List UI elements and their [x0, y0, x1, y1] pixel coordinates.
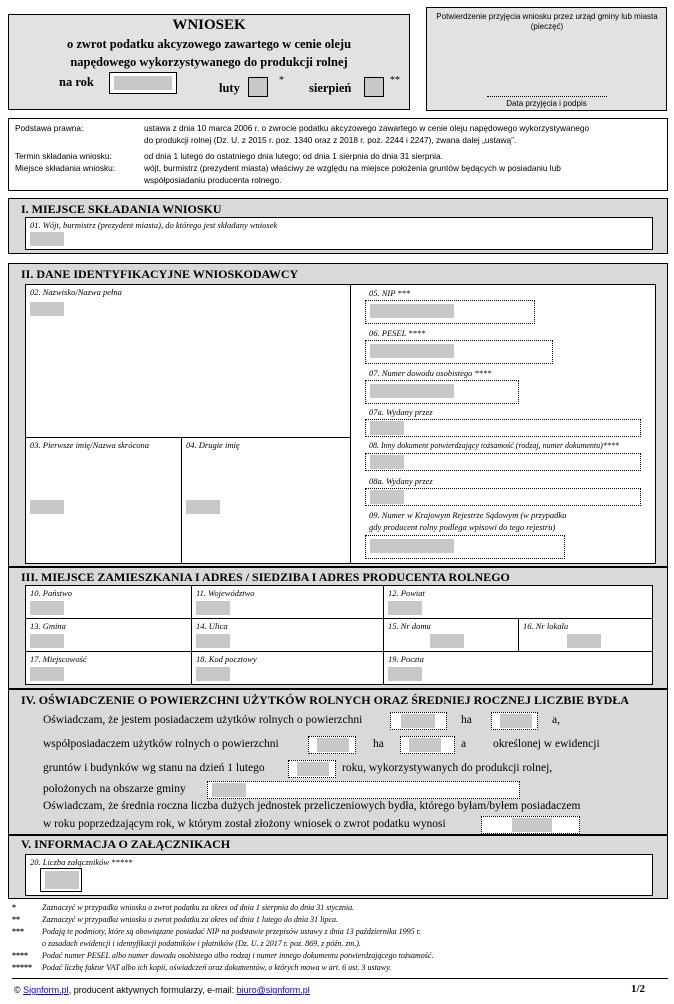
section-2-title: II. DANE IDENTYFIKACYJNE WNIOSKODAWCY: [21, 267, 299, 281]
footnote-3-cont: [12, 939, 361, 948]
footnote-text: Podać numer PESEL albo numer dowodu osobistego albo rodzaj i numer innego dokumentu potwierdzającego tożsamość.: [42, 951, 434, 960]
coowned-area-ha-input[interactable]: [308, 736, 356, 754]
field-13-label: 13. Gmina: [30, 621, 66, 631]
field-13[interactable]: [25, 618, 192, 652]
coowned-area-a-input[interactable]: [400, 736, 455, 754]
field-17[interactable]: [25, 651, 192, 685]
field-08-input[interactable]: [365, 453, 641, 471]
field-15[interactable]: [383, 618, 519, 652]
year-input[interactable]: [109, 72, 177, 94]
field-02-value[interactable]: [30, 302, 64, 316]
basis-label: Podstawa prawna:: [15, 123, 84, 133]
page-number: 1/2: [631, 983, 646, 995]
field-04-value[interactable]: [186, 500, 220, 514]
field-05-input[interactable]: [365, 300, 535, 324]
field-17-value[interactable]: [30, 667, 64, 681]
stamp-signature-line: [487, 96, 607, 97]
field-09-label-2: gdy producent rolny podlega wpisowi do tego rejestru): [369, 522, 556, 532]
field-08a-input[interactable]: [365, 488, 641, 506]
form-title: WNIOSEK: [172, 17, 246, 33]
form-subtitle-2: napędowego wykorzystywanego do produkcji rolnej: [70, 55, 348, 69]
footnote-mark: *: [12, 903, 16, 912]
attachments-count-input[interactable]: [40, 868, 82, 892]
section-1: [8, 198, 668, 254]
unit-a-1: a,: [552, 714, 560, 726]
legal-info-box: [8, 118, 668, 191]
field-18-label: 18. Kod pocztowy: [196, 654, 257, 664]
form-subtitle-1: o zwrot podatku akcyzowego zawartego w cenie oleju: [66, 37, 352, 51]
field-19-value[interactable]: [388, 667, 422, 681]
place-text-1: wójt, burmistrz (prezydent miasta) właściwy ze względu na miejsce położenia gruntów będących w posiadaniu lub: [144, 163, 561, 173]
field-06-label: 06. PESEL ****: [369, 328, 426, 338]
field-09-input[interactable]: [365, 535, 565, 559]
field-08-label: 08. Inny dokument potwierdzający tożsamość (rodzaj, numer dokumentu)****: [369, 441, 619, 450]
deadline-label: Termin składania wniosku:: [15, 151, 112, 161]
statement-6: w roku poprzedzającym rok, w którym został złożony wniosek o zwrot podatku wynosi: [43, 818, 446, 830]
footnote-3: [12, 927, 421, 936]
field-07-label: 07. Numer dowodu osobistego ****: [369, 368, 492, 378]
field-12-label: 12. Powiat: [388, 588, 425, 598]
statement-2: współposiadaczem użytków rolnych o powierzchni: [43, 738, 279, 750]
field-15-label: 15. Nr domu: [388, 621, 431, 631]
field-18[interactable]: [191, 651, 384, 685]
section-4-title: IV. OŚWIADCZENIE O POWIERZCHNI UŻYTKÓW ROLNYCH ORAZ ŚREDNIEJ ROCZNEJ LICZBIE BYDŁA: [21, 693, 630, 707]
field-03-label: 03. Pierwsze imię/Nazwa skrócona: [30, 440, 149, 450]
section-3: [8, 567, 668, 689]
field-04[interactable]: [181, 437, 351, 564]
field-13-value[interactable]: [30, 634, 64, 648]
unit-ha-2: ha: [373, 738, 384, 750]
statement-3b: roku, wykorzystywanych do produkcji rolnej,: [342, 762, 553, 774]
stamp-title: Potwierdzenie przyjęcia wniosku przez urząd gminy lub miasta (pieczęć): [436, 12, 658, 31]
statement-1: Oświadczam, że jestem posiadaczem użytków rolnych o powierzchni: [43, 714, 363, 726]
luty-mark: *: [279, 75, 284, 86]
field-14[interactable]: [191, 618, 384, 652]
sierpien-mark: **: [390, 75, 400, 86]
field-04-label: 04. Drugie imię: [186, 440, 240, 450]
cattle-units-input[interactable]: [481, 816, 580, 834]
field-08a-label: 08a. Wydany przez: [369, 476, 433, 486]
footer-credits: [14, 985, 310, 995]
footer-middle-text: , producent aktywnych formularzy, e-mail:: [68, 985, 235, 995]
basis-text-2: do produkcji rolnej (Dz. U. z 2015 r. poz. 1340 oraz z 2018 r. poz. 2244 i 2247), zwana dalej „ustawą”.: [144, 135, 517, 145]
place-label: Miejsce składania wniosku:: [15, 163, 116, 173]
field-05-label: 05. NIP ***: [369, 288, 411, 298]
footnote-text: Podać liczbę faktur VAT albo ich kopii, oświadczeń oraz dokumentów, o których mowa w art. 6 ust. 3 ustawy.: [42, 963, 392, 972]
place-text-2: współposiadaniu producenta rolnego.: [144, 175, 282, 185]
basis-text-1: ustawa z dnia 10 marca 2006 r. o zwrocie podatku akcyzowego zawartego w cenie oleju napędowego wykorzystywanego: [144, 123, 590, 133]
field-11-value[interactable]: [196, 601, 230, 615]
footnote-mark: **: [12, 915, 20, 924]
field-01-label: 01. Wójt, burmistrz (prezydent miasta), do którego jest składany wniosek: [30, 220, 278, 230]
section-4: [8, 689, 668, 835]
copyright-symbol: ©: [14, 985, 21, 995]
field-19-label: 19. Poczta: [388, 654, 424, 664]
field-16-value[interactable]: [567, 634, 601, 648]
footnote-1: [12, 903, 354, 912]
field-11-label: 11. Województwo: [196, 588, 255, 598]
field-01-value[interactable]: [30, 232, 64, 246]
footnote-mark: ***: [12, 927, 24, 936]
statement-2b: określonej w ewidencji: [493, 738, 600, 750]
unit-a-2: a: [461, 738, 467, 750]
field-14-label: 14. Ulica: [196, 621, 228, 631]
field-07-input[interactable]: [365, 380, 519, 404]
field-16[interactable]: [518, 618, 653, 652]
field-11[interactable]: [191, 585, 384, 619]
footnote-mark: *****: [12, 963, 32, 972]
footnote-text: o zasadach ewidencji i identyfikacji podatników i płatników (Dz. U. z 2017 r. poz. 869, z późn. zm.).: [42, 939, 361, 948]
unit-ha-1: ha: [461, 714, 472, 726]
field-14-value[interactable]: [196, 634, 230, 648]
footnote-5: [12, 963, 391, 972]
owned-area-ha-input[interactable]: [390, 712, 447, 730]
field-07a-label: 07a. Wydany przez: [369, 407, 433, 417]
email-link[interactable]: biuro@signform.pl: [236, 985, 310, 995]
section-5: [8, 835, 668, 899]
stamp-date-label: Data przyjęcia i podpis: [506, 99, 587, 108]
identity-docs-panel: [350, 284, 656, 564]
field-20-label: 20. Liczba załączników *****: [30, 857, 133, 867]
footnote-mark: ****: [12, 951, 28, 960]
field-12-value[interactable]: [388, 601, 422, 615]
field-01[interactable]: [25, 217, 653, 250]
field-09-label-1: 09. Numer w Krajowym Rejestrze Sądowym (w przypadku: [369, 510, 567, 520]
form-header: [8, 14, 410, 110]
statement-5: Oświadczam, że średnia roczna liczba dużych jednostek przeliczeniowych bydła, którego byłam/byłem posiadaczem: [43, 800, 581, 812]
field-16-label: 16. Nr lokalu: [523, 621, 569, 631]
field-07a-input[interactable]: [365, 419, 641, 437]
sierpien-checkbox[interactable]: [364, 77, 384, 97]
acceptance-stamp-box: [426, 7, 667, 111]
footnote-4: [12, 951, 433, 960]
field-06-input[interactable]: [365, 340, 553, 364]
footnote-2: [12, 915, 338, 924]
section-1-title: I. MIEJSCE SKŁADANIA WNIOSKU: [21, 202, 222, 216]
deadline-text: od dnia 1 lutego do ostatniego dnia lutego; od dnia 1 sierpnia do dnia 31 sierpnia.: [144, 151, 443, 161]
field-18-value[interactable]: [196, 667, 230, 681]
field-12[interactable]: [383, 585, 653, 619]
register-year-input[interactable]: [288, 760, 336, 778]
footnote-text: Zaznaczyć w przypadku wniosku o zwrot podatku za okres od dnia 1 lutego do dnia 31 lipca.: [42, 915, 339, 924]
field-10-label: 10. Państwo: [30, 588, 73, 598]
field-10[interactable]: [25, 585, 192, 619]
luty-checkbox[interactable]: [248, 77, 268, 97]
field-20[interactable]: [25, 854, 653, 896]
section-2: [8, 263, 668, 567]
statement-3: gruntów i budynków wg stanu na dzień 1 lutego: [43, 762, 265, 774]
field-03[interactable]: [25, 437, 182, 564]
statement-4: położonych na obszarze gminy: [43, 783, 186, 795]
owned-area-a-input[interactable]: [491, 712, 538, 730]
field-15-value[interactable]: [430, 634, 464, 648]
field-10-value[interactable]: [30, 601, 64, 615]
signform-link[interactable]: Signform.pl: [23, 985, 69, 995]
field-02-label: 02. Nazwisko/Nazwa pełna: [30, 287, 122, 297]
sierpien-label: sierpień: [309, 81, 352, 95]
field-19[interactable]: [383, 651, 653, 685]
municipality-input[interactable]: [207, 781, 520, 799]
section-5-title: V. INFORMACJA O ZAŁĄCZNIKACH: [21, 837, 231, 851]
footnote-text: Zaznaczyć w przypadku wniosku o zwrot podatku za okres od dnia 1 sierpnia do dnia 31 stycznia.: [42, 903, 355, 912]
section-3-title: III. MIEJSCE ZAMIESZKANIA I ADRES / SIEDZIBA I ADRES PRODUCENTA ROLNEGO: [21, 570, 510, 584]
field-03-value[interactable]: [30, 500, 64, 514]
year-label: na rok: [59, 75, 94, 89]
luty-label: luty: [219, 81, 240, 95]
footer-divider: [12, 978, 668, 979]
footnote-text: Podają te podmioty, które są obowiązane posiadać NIP na podstawie przepisów ustawy z dnia 13 października 1995 r.: [42, 927, 421, 936]
field-17-label: 17. Miejscowość: [30, 654, 87, 664]
field-02[interactable]: [25, 284, 351, 438]
